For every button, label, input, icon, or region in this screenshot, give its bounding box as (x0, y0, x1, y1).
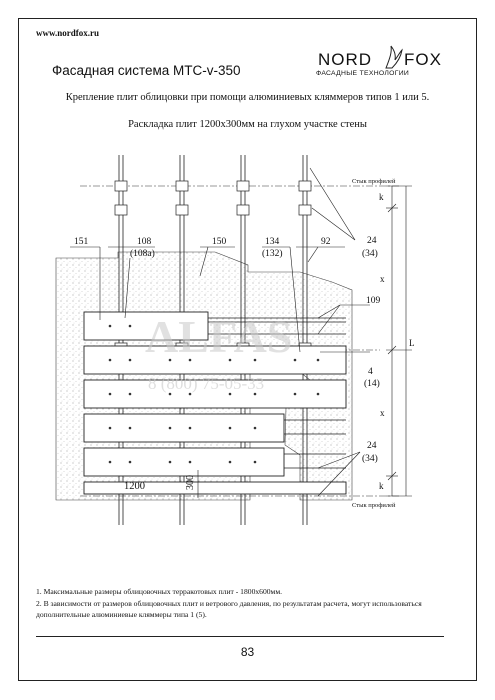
dim-L: L (409, 338, 415, 348)
logo-word-fox: FOX (404, 50, 442, 69)
label-109: 109 (366, 296, 381, 306)
joint-label-bottom: Стык профилей (352, 502, 396, 509)
page-number: 83 (240, 645, 255, 659)
diagram-title: Раскладка плит 1200х300мм на глухом участке стены (128, 119, 367, 130)
label-132: (132) (262, 249, 283, 259)
label-108: 108 (137, 237, 152, 247)
note-2: 2. В зависимости от размеров облицовочных плит и ветрового давления, по результатам расчета, могут использоваться дополнительные алюминиевые кляммеры типа 1 (5). (36, 598, 422, 619)
dim-1200: 1200 (124, 481, 145, 492)
notes (36, 586, 466, 621)
label-150: 150 (212, 237, 227, 247)
watermark-phone: 8 (800) 75-05-33 (148, 374, 265, 393)
logo-tagline: ФАСАДНЫЕ ТЕХНОЛОГИИ (316, 70, 410, 77)
label-108a: (108а) (130, 249, 155, 259)
joint-label-top: Стык профилей (352, 178, 396, 185)
label-24-top: 24 (367, 236, 377, 246)
page-title: Фасадная система МТС-v-350 (52, 63, 241, 78)
logo-word-nord: NORD (318, 50, 373, 69)
label-34-top: (34) (362, 249, 378, 259)
dim-x-lower: x (380, 408, 385, 418)
label-34-bottom: (34) (362, 454, 378, 464)
dim-k-top: k (379, 192, 384, 202)
dim-x-upper: x (380, 274, 385, 284)
site-url[interactable]: www.nordfox.ru (36, 28, 100, 38)
subtitle: Крепление плит облицовки при помощи алюминиевых кляммеров типов 1 или 5. (65, 92, 430, 103)
note-1: 1. Максимальные размеры облицовочных терракотовых плит - 1800х600мм. (36, 587, 283, 596)
label-151: 151 (74, 237, 89, 247)
dim-k-bottom: k (379, 481, 384, 491)
label-4: 4 (368, 367, 373, 377)
label-24-bottom: 24 (367, 441, 377, 451)
footer-rule (36, 636, 444, 637)
label-134: 134 (265, 237, 280, 247)
watermark-text: ALFAS (145, 311, 293, 362)
label-92: 92 (321, 237, 331, 247)
label-14: (14) (364, 379, 380, 389)
dim-300: 300 (185, 475, 196, 490)
